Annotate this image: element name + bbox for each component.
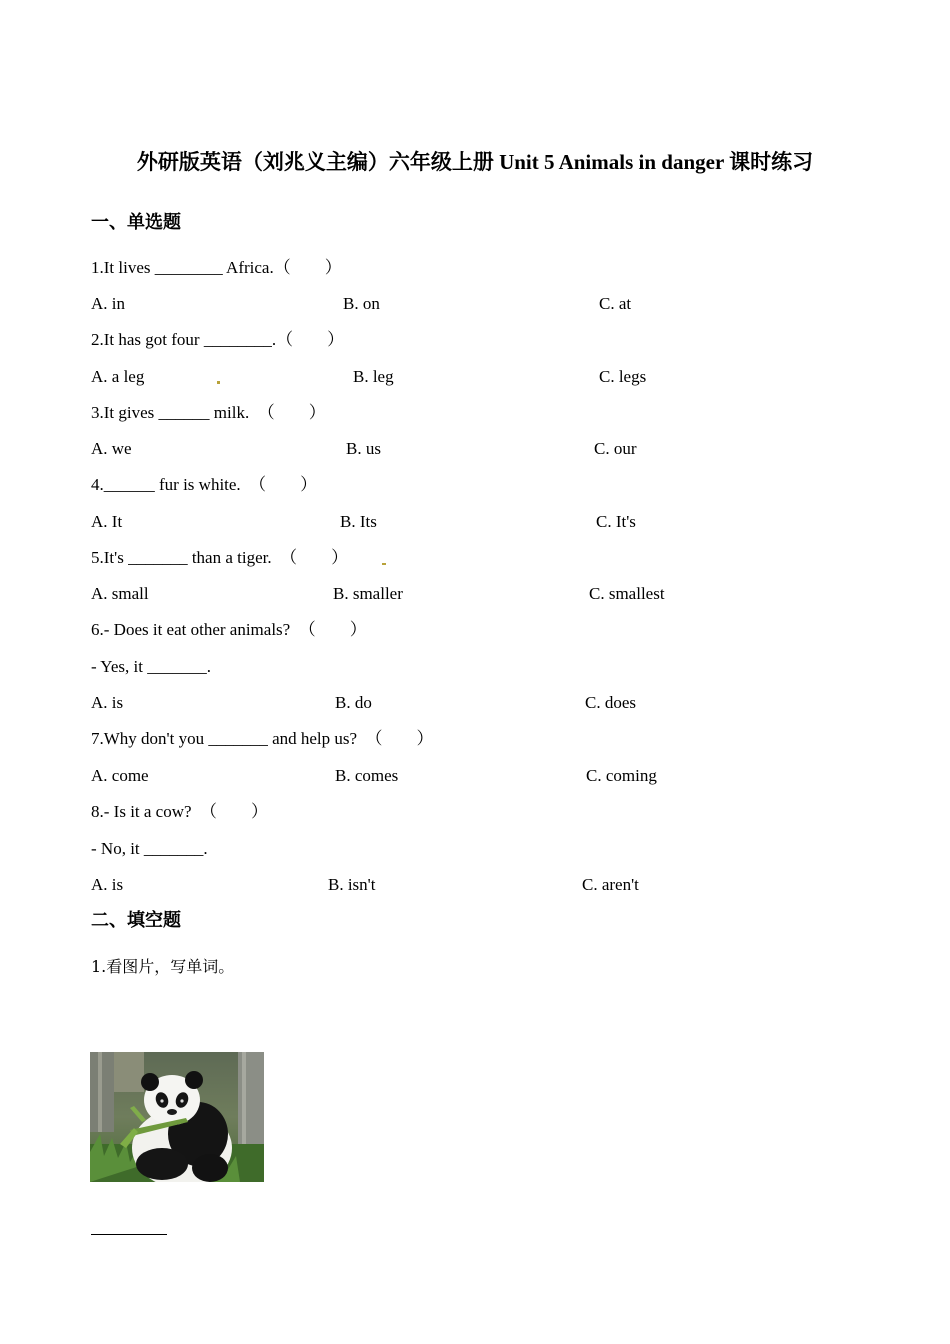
option-b: B. do xyxy=(335,693,372,712)
option-a: A. It xyxy=(91,512,123,531)
option-c: C. coming xyxy=(586,766,657,785)
panda-image xyxy=(90,1052,264,1182)
question-4-stem: 4.______ fur is white. （ ） xyxy=(91,475,318,494)
question-5-options xyxy=(91,583,851,605)
option-a: A. in xyxy=(91,294,125,313)
option-c: C. our xyxy=(594,439,637,458)
option-c: C. at xyxy=(599,294,632,313)
question-7-options xyxy=(91,765,851,787)
option-b: B. leg xyxy=(353,367,394,386)
question-3-options xyxy=(91,438,851,460)
option-a: A. is xyxy=(91,693,124,712)
option-b: B. on xyxy=(343,294,380,313)
question-1-options xyxy=(91,293,851,315)
section-heading-single-choice: 一、单选题 xyxy=(91,212,181,233)
option-b: B. us xyxy=(346,439,381,458)
question-7-stem: 7.Why don't you _______ and help us? （ ） xyxy=(91,729,434,748)
question-1-stem: 1.It lives ________ Africa.（ ） xyxy=(91,258,342,277)
option-b: B. isn't xyxy=(328,875,376,894)
option-a: A. small xyxy=(91,584,149,603)
option-a: A. come xyxy=(91,766,149,785)
option-a: A. a leg xyxy=(91,367,145,386)
question-2-options xyxy=(91,366,851,388)
page-title: 外研版英语（刘兆义主编）六年级上册 Unit 5 Animals in danger 课时练习 xyxy=(136,150,814,174)
question-5-stem: 5.It's _______ than a tiger. （ ） xyxy=(91,548,349,567)
option-b: B. comes xyxy=(335,766,399,785)
question-8-options xyxy=(91,874,851,896)
option-c: C. aren't xyxy=(582,875,639,894)
option-c: C. smallest xyxy=(589,584,665,603)
option-c: C. does xyxy=(585,693,636,712)
question-3-stem: 3.It gives ______ milk. （ ） xyxy=(91,403,326,422)
question-8-stem: 8.- Is it a cow? （ ） xyxy=(91,802,269,821)
option-a: A. is xyxy=(91,875,124,894)
question-8-response: - No, it _______. xyxy=(91,839,208,858)
section-heading-fill-in: 二、填空题 xyxy=(91,910,181,931)
answer-line[interactable] xyxy=(91,1234,167,1235)
option-c: C. legs xyxy=(599,367,647,386)
option-c: C. It's xyxy=(596,512,636,531)
question-6-stem: 6.- Does it eat other animals? （ ） xyxy=(91,620,367,639)
stray-mark xyxy=(217,381,220,384)
question-4-options xyxy=(91,511,851,533)
option-b: B. smaller xyxy=(333,584,403,603)
stray-mark xyxy=(382,563,386,565)
question-2-stem: 2.It has got four ________.（ ） xyxy=(91,330,345,349)
fill-question-1-stem: 1.看图片，写单词。 xyxy=(91,957,235,976)
question-6-options xyxy=(91,692,851,714)
option-b: B. Its xyxy=(340,512,377,531)
option-a: A. we xyxy=(91,439,132,458)
question-6-response: - Yes, it _______. xyxy=(91,657,211,676)
